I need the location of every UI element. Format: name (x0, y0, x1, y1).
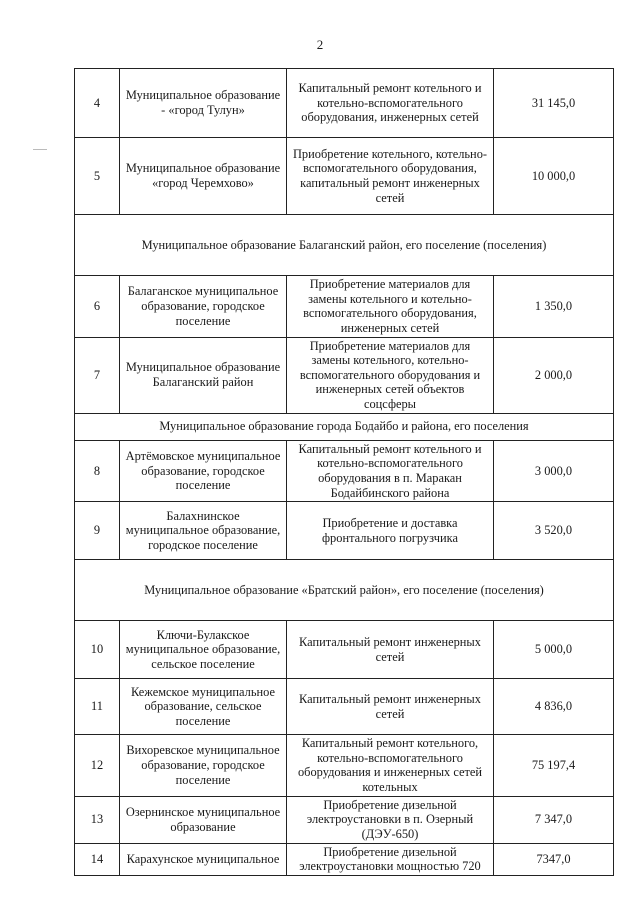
table-row (75, 796, 614, 843)
amount-cell: 3 000,0 (494, 440, 614, 502)
activity-cell: Капитальный ремонт котельного и котельно-вспомогательного оборудования в п. Маракан Бодайбинского района (287, 440, 494, 502)
section-row (75, 215, 614, 276)
municipality-cell: Вихоревское муниципальное образование, городское поселение (120, 735, 287, 797)
table-row (75, 621, 614, 679)
municipality-cell: Кежемское муниципальное образование, сельское поселение (120, 679, 287, 735)
table-row (75, 843, 614, 875)
activity-cell: Капитальный ремонт котельного, котельно-вспомогательного оборудования и инженерных сетей котельных (287, 735, 494, 797)
amount-cell: 1 350,0 (494, 276, 614, 338)
amount-cell: 7 347,0 (494, 796, 614, 843)
municipality-cell: Муниципальное образование - «город Тулун» (120, 69, 287, 138)
table-row (75, 138, 614, 215)
row-number: 5 (75, 138, 120, 215)
activity-cell: Капитальный ремонт котельного и котельно-вспомогательного оборудования, инженерных сетей (287, 69, 494, 138)
amount-cell: 7347,0 (494, 843, 614, 875)
activity-cell: Приобретение котельного, котельно-вспомогательного оборудования, капитальный ремонт инженерных сетей (287, 138, 494, 215)
table-row (75, 337, 614, 413)
municipality-cell: Ключи-Булакское муниципальное образование, сельское поселение (120, 621, 287, 679)
funding-table (74, 68, 614, 876)
municipality-cell: Карахунское муниципальное (120, 843, 287, 875)
table-row (75, 679, 614, 735)
amount-cell: 31 145,0 (494, 69, 614, 138)
row-number: 11 (75, 679, 120, 735)
table-row (75, 735, 614, 797)
municipality-cell: Балахнинское муниципальное образование, городское поселение (120, 502, 287, 560)
municipality-cell: Озернинское муниципальное образование (120, 796, 287, 843)
row-number: 13 (75, 796, 120, 843)
municipality-cell: Муниципальное образование Балаганский район (120, 337, 287, 413)
table-row (75, 440, 614, 502)
section-row (75, 413, 614, 440)
activity-cell: Приобретение и доставка фронтального погрузчика (287, 502, 494, 560)
row-number: 9 (75, 502, 120, 560)
activity-cell: Капитальный ремонт инженерных сетей (287, 621, 494, 679)
amount-cell: 10 000,0 (494, 138, 614, 215)
activity-cell: Приобретение дизельной электроустановки мощностью 720 (287, 843, 494, 875)
amount-cell: 2 000,0 (494, 337, 614, 413)
row-number: 7 (75, 337, 120, 413)
activity-cell: Капитальный ремонт инженерных сетей (287, 679, 494, 735)
amount-cell: 5 000,0 (494, 621, 614, 679)
activity-cell: Приобретение материалов для замены котельного и котельно-вспомогательного оборудования, инженерных сетей (287, 276, 494, 338)
row-number: 8 (75, 440, 120, 502)
row-number: 14 (75, 843, 120, 875)
row-number: 6 (75, 276, 120, 338)
municipality-cell: Муниципальное образование «город Черемхово» (120, 138, 287, 215)
activity-cell: Приобретение дизельной электроустановки в п. Озерный (ДЭУ-650) (287, 796, 494, 843)
municipality-cell: Артёмовское муниципальное образование, городское поселение (120, 440, 287, 502)
page-number: 2 (316, 37, 324, 52)
section-row (75, 560, 614, 621)
table-row (75, 502, 614, 560)
municipality-cell: Балаганское муниципальное образование, городское поселение (120, 276, 287, 338)
section-heading: Муниципальное образование города Бодайбо и района, его поселения (75, 413, 614, 440)
amount-cell: 4 836,0 (494, 679, 614, 735)
amount-cell: 75 197,4 (494, 735, 614, 797)
table-row (75, 276, 614, 338)
row-number: 4 (75, 69, 120, 138)
section-heading: Муниципальное образование Балаганский район, его поселение (поселения) (75, 215, 614, 276)
row-number: 10 (75, 621, 120, 679)
amount-cell: 3 520,0 (494, 502, 614, 560)
row-number: 12 (75, 735, 120, 797)
margin-mark (33, 149, 47, 150)
section-heading: Муниципальное образование «Братский район», его поселение (поселения) (75, 560, 614, 621)
table-row (75, 69, 614, 138)
activity-cell: Приобретение материалов для замены котельного, котельно-вспомогательного оборудования и инженерных сетей объектов соцсферы (287, 337, 494, 413)
